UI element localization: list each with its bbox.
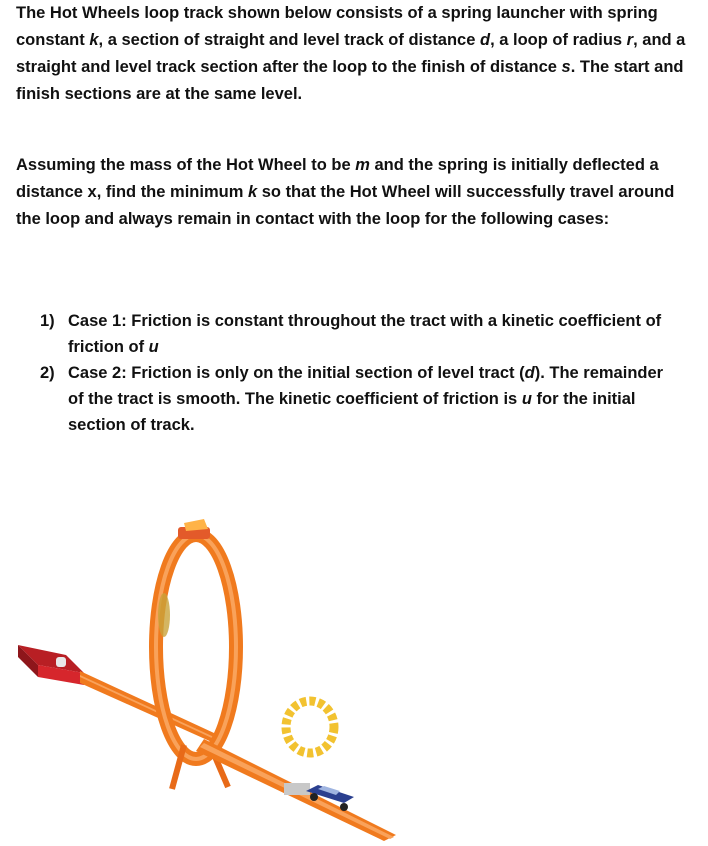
spring-launcher (18, 645, 84, 685)
variable-r: r (626, 31, 634, 49)
text-segment: , a section of straight and level track of distance (98, 31, 480, 49)
text-segment: and the spring is initially deflected a distance x, find the minimum (16, 156, 659, 201)
variable-k: k (89, 31, 99, 49)
text-segment: . The start and finish sections are at the same level. (16, 58, 684, 103)
text-segment: Case 2: Friction is only on the initial section of level tract ( (68, 364, 525, 382)
text-segment: for the initial section of track. (68, 390, 636, 434)
variable-u: u (148, 338, 159, 356)
text-segment: Case 1: Friction is constant throughout the tract with a kinetic coefficient of friction of (68, 312, 662, 356)
variable-k: k (247, 183, 258, 201)
list-number: 1) (40, 312, 55, 330)
text-segment: ). The remainder of the tract is smooth. The kinetic coefficient of friction is (68, 364, 664, 408)
list-item (40, 360, 680, 438)
variable-d: d (524, 364, 535, 382)
flame-ring (284, 701, 334, 795)
loop-track-figure (14, 505, 404, 841)
text-segment: , a loop of radius (490, 31, 627, 49)
text-segment: , and a straight and level track section after the loop to the finish of distance (16, 31, 686, 76)
variable-d: d (479, 31, 491, 49)
cases-list (40, 308, 680, 438)
track-loop (156, 519, 236, 759)
list-item (40, 308, 680, 360)
list-number: 2) (40, 364, 55, 382)
hot-wheels-loop-track-photo (14, 505, 404, 841)
text-segment: Assuming the mass of the Hot Wheel to be (16, 156, 356, 174)
variable-m: m (355, 156, 370, 174)
text-segment: so that the Hot Wheel will successfully travel around the loop and always remain in contact with the loop for the following cases: (16, 183, 675, 228)
intro-paragraph (16, 0, 696, 108)
initial-track (80, 671, 214, 743)
problem-paragraph (16, 152, 696, 233)
text-segment: The Hot Wheels loop track shown below consists of a spring launcher with spring constant (16, 4, 658, 49)
variable-s: s (561, 58, 571, 76)
variable-u: u (521, 390, 532, 408)
